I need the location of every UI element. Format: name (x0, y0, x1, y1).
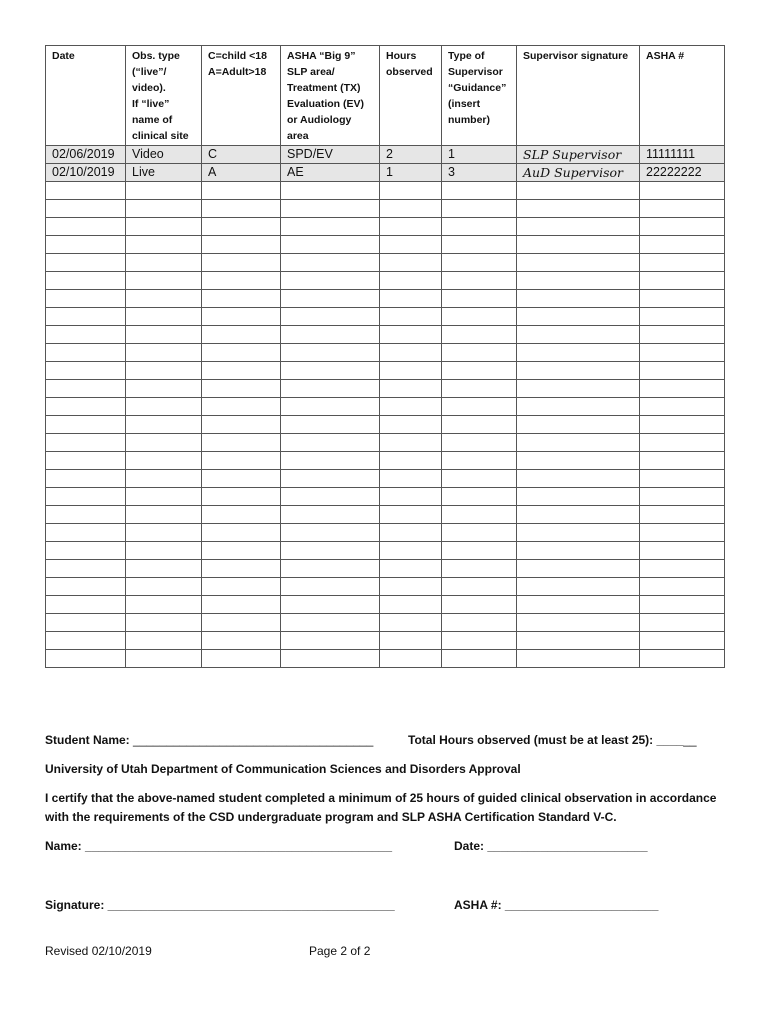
cell-hours-observed[interactable] (380, 254, 442, 272)
cell-guidance-type[interactable] (442, 200, 517, 218)
cell-asha-number[interactable] (640, 632, 725, 650)
cell-obs-type[interactable] (126, 506, 202, 524)
cell-date[interactable] (46, 290, 126, 308)
cell-guidance-type[interactable] (442, 398, 517, 416)
table-row (46, 542, 725, 560)
cell-hours-observed[interactable] (380, 218, 442, 236)
cell-age-group[interactable] (202, 326, 281, 344)
cell-date[interactable] (46, 200, 126, 218)
cell-obs-type[interactable] (126, 254, 202, 272)
cell-obs-type[interactable] (126, 434, 202, 452)
cell-supervisor-signature[interactable] (517, 542, 640, 560)
cell-hours-observed[interactable] (380, 398, 442, 416)
cell-asha-area[interactable] (281, 542, 380, 560)
column-header-hours-observed: Hours observed (380, 46, 442, 146)
cell-date[interactable] (46, 182, 126, 200)
cell-guidance-type[interactable] (442, 524, 517, 542)
cell-guidance-type[interactable] (442, 344, 517, 362)
cell-obs-type[interactable] (126, 308, 202, 326)
cell-supervisor-signature: AuD Supervisor (517, 164, 640, 182)
cell-hours-observed[interactable] (380, 326, 442, 344)
cell-asha-number[interactable] (640, 542, 725, 560)
cell-obs-type[interactable] (126, 488, 202, 506)
cell-guidance-type[interactable] (442, 272, 517, 290)
cell-hours-observed[interactable] (380, 452, 442, 470)
cell-date[interactable] (46, 470, 126, 488)
table-row (46, 236, 725, 254)
table-row (46, 614, 725, 632)
table-row (46, 470, 725, 488)
cell-guidance-type[interactable] (442, 254, 517, 272)
cell-obs-type[interactable] (126, 344, 202, 362)
cell-age-group[interactable] (202, 272, 281, 290)
observation-log-table (45, 45, 725, 668)
cell-date[interactable] (46, 506, 126, 524)
cell-asha-area[interactable] (281, 344, 380, 362)
column-header-guidance-type: Type of Supervisor “Guidance” (insert number) (442, 46, 517, 146)
table-row (46, 218, 725, 236)
table-row (46, 146, 725, 164)
cell-asha-number[interactable] (640, 236, 725, 254)
cell-hours-observed[interactable] (380, 344, 442, 362)
table-row (46, 560, 725, 578)
cell-asha-area[interactable] (281, 236, 380, 254)
cell-asha-area: AE (281, 164, 380, 182)
cell-guidance-type[interactable] (442, 326, 517, 344)
cell-age-group[interactable] (202, 344, 281, 362)
cell-asha-number[interactable] (640, 272, 725, 290)
cell-age-group[interactable] (202, 182, 281, 200)
cell-age-group[interactable] (202, 416, 281, 434)
cell-asha-area[interactable] (281, 434, 380, 452)
cell-hours-observed[interactable] (380, 614, 442, 632)
column-header-supervisor-signature: Supervisor signature (517, 46, 640, 146)
cell-obs-type[interactable] (126, 200, 202, 218)
cell-age-group[interactable] (202, 434, 281, 452)
cell-supervisor-signature[interactable] (517, 254, 640, 272)
department-approval-heading: University of Utah Department of Communication Sciences and Disorders Approval (45, 762, 521, 776)
cell-age-group[interactable] (202, 218, 281, 236)
cell-hours-observed[interactable] (380, 434, 442, 452)
cell-obs-type[interactable] (126, 182, 202, 200)
cell-obs-type[interactable] (126, 650, 202, 668)
cell-age-group[interactable] (202, 236, 281, 254)
cell-date[interactable] (46, 272, 126, 290)
cell-guidance-type[interactable] (442, 290, 517, 308)
cell-date[interactable] (46, 344, 126, 362)
table-row (46, 632, 725, 650)
table-row (46, 524, 725, 542)
cell-asha-area[interactable] (281, 470, 380, 488)
cell-asha-area[interactable] (281, 596, 380, 614)
cell-asha-area[interactable] (281, 632, 380, 650)
cell-supervisor-signature[interactable] (517, 578, 640, 596)
cell-asha-number[interactable] (640, 254, 725, 272)
cell-asha-area[interactable] (281, 362, 380, 380)
total-hours-blank[interactable]: __ (683, 733, 697, 747)
cell-hours-observed[interactable] (380, 470, 442, 488)
cell-supervisor-signature[interactable] (517, 416, 640, 434)
cell-date[interactable] (46, 380, 126, 398)
cell-asha-area: SPD/EV (281, 146, 380, 164)
cell-asha-number[interactable] (640, 380, 725, 398)
cell-hours-observed[interactable] (380, 380, 442, 398)
table-row (46, 398, 725, 416)
cell-guidance-type[interactable] (442, 182, 517, 200)
cell-hours-observed[interactable] (380, 596, 442, 614)
cell-hours-observed[interactable] (380, 488, 442, 506)
cell-date[interactable] (46, 416, 126, 434)
cell-asha-area[interactable] (281, 326, 380, 344)
table-row (46, 290, 725, 308)
approver-signature-field[interactable]: Signature: ___________________________________________ (45, 898, 395, 912)
cell-supervisor-signature[interactable] (517, 308, 640, 326)
cell-age-group[interactable] (202, 308, 281, 326)
cell-guidance-type[interactable] (442, 470, 517, 488)
cell-asha-number: 11111111 (640, 146, 725, 164)
table-row (46, 200, 725, 218)
cell-guidance-type[interactable] (442, 308, 517, 326)
cell-guidance-type[interactable] (442, 560, 517, 578)
cell-obs-type[interactable] (126, 542, 202, 560)
cell-asha-area[interactable] (281, 182, 380, 200)
cell-obs-type[interactable] (126, 614, 202, 632)
cell-age-group[interactable] (202, 254, 281, 272)
cell-supervisor-signature[interactable] (517, 236, 640, 254)
cell-asha-area[interactable] (281, 524, 380, 542)
approval-date-field[interactable]: Date: ________________________ (454, 839, 648, 853)
column-header-age-group: C=child <18 A=Adult>18 (202, 46, 281, 146)
cell-hours-observed[interactable] (380, 632, 442, 650)
cell-date[interactable] (46, 326, 126, 344)
cell-age-group: C (202, 146, 281, 164)
cell-guidance-type[interactable] (442, 362, 517, 380)
cell-obs-type[interactable] (126, 416, 202, 434)
cell-asha-number: 22222222 (640, 164, 725, 182)
cell-asha-number[interactable] (640, 560, 725, 578)
cell-date[interactable] (46, 578, 126, 596)
table-row (46, 416, 725, 434)
cell-date[interactable] (46, 650, 126, 668)
cell-supervisor-signature[interactable] (517, 434, 640, 452)
cell-asha-number[interactable] (640, 596, 725, 614)
student-name-blank[interactable]: ____________________________________ (129, 733, 374, 747)
cell-hours-observed[interactable] (380, 236, 442, 254)
cell-supervisor-signature[interactable] (517, 290, 640, 308)
cell-supervisor-signature[interactable] (517, 326, 640, 344)
cell-asha-area[interactable] (281, 488, 380, 506)
cell-age-group[interactable] (202, 614, 281, 632)
cell-age-group[interactable] (202, 560, 281, 578)
cell-asha-number[interactable] (640, 470, 725, 488)
cell-age-group[interactable] (202, 542, 281, 560)
cell-date[interactable] (46, 218, 126, 236)
cell-date[interactable] (46, 542, 126, 560)
table-row (46, 596, 725, 614)
cell-obs-type: Video (126, 146, 202, 164)
cell-hours-observed: 1 (380, 164, 442, 182)
cell-asha-area[interactable] (281, 560, 380, 578)
certification-text-line-2: with the requirements of the CSD undergraduate program and SLP ASHA Certification Standard V-C. (45, 810, 617, 824)
cell-guidance-type[interactable] (442, 434, 517, 452)
cell-asha-number[interactable] (640, 434, 725, 452)
cell-asha-number[interactable] (640, 326, 725, 344)
cell-hours-observed[interactable] (380, 560, 442, 578)
cell-obs-type[interactable] (126, 524, 202, 542)
cell-asha-area[interactable] (281, 398, 380, 416)
cell-asha-area[interactable] (281, 290, 380, 308)
cell-hours-observed[interactable] (380, 650, 442, 668)
cell-obs-type[interactable] (126, 398, 202, 416)
cell-asha-area[interactable] (281, 380, 380, 398)
table-body (46, 146, 725, 668)
cell-asha-number[interactable] (640, 524, 725, 542)
cell-obs-type[interactable] (126, 218, 202, 236)
column-header-asha-number: ASHA # (640, 46, 725, 146)
table-row (46, 164, 725, 182)
cell-asha-area[interactable] (281, 308, 380, 326)
cell-asha-number[interactable] (640, 452, 725, 470)
table-row (46, 308, 725, 326)
cell-guidance-type[interactable] (442, 650, 517, 668)
table-row (46, 182, 725, 200)
cell-obs-type[interactable] (126, 596, 202, 614)
cell-date[interactable] (46, 632, 126, 650)
cell-obs-type[interactable] (126, 380, 202, 398)
cell-asha-area[interactable] (281, 416, 380, 434)
table-row (46, 434, 725, 452)
cell-asha-number[interactable] (640, 290, 725, 308)
approver-asha-field[interactable]: ASHA #: _______________________ (454, 898, 659, 912)
column-header-asha-area: ASHA “Big 9” SLP area/ Treatment (TX) Evaluation (EV) or Audiology area (281, 46, 380, 146)
table-row (46, 344, 725, 362)
cell-age-group: A (202, 164, 281, 182)
cell-asha-number[interactable] (640, 182, 725, 200)
cell-supervisor-signature[interactable] (517, 560, 640, 578)
cell-hours-observed[interactable] (380, 290, 442, 308)
cell-date[interactable] (46, 434, 126, 452)
cell-hours-observed[interactable] (380, 200, 442, 218)
cell-supervisor-signature[interactable] (517, 398, 640, 416)
cell-obs-type[interactable] (126, 272, 202, 290)
cell-guidance-type: 3 (442, 164, 517, 182)
table-header-row (46, 46, 725, 146)
cell-asha-area[interactable] (281, 218, 380, 236)
table-row (46, 452, 725, 470)
cell-guidance-type[interactable] (442, 578, 517, 596)
cell-date[interactable] (46, 452, 126, 470)
cell-asha-area[interactable] (281, 650, 380, 668)
cell-asha-number[interactable] (640, 344, 725, 362)
cell-obs-type[interactable] (126, 290, 202, 308)
cell-obs-type[interactable] (126, 236, 202, 254)
cell-asha-area[interactable] (281, 614, 380, 632)
cell-age-group[interactable] (202, 398, 281, 416)
cell-guidance-type[interactable] (442, 596, 517, 614)
cell-age-group[interactable] (202, 632, 281, 650)
cell-date[interactable] (46, 560, 126, 578)
cell-hours-observed[interactable] (380, 524, 442, 542)
cell-guidance-type: 1 (442, 146, 517, 164)
cell-hours-observed[interactable] (380, 578, 442, 596)
cell-obs-type[interactable] (126, 578, 202, 596)
cell-asha-area[interactable] (281, 200, 380, 218)
cell-age-group[interactable] (202, 452, 281, 470)
cell-supervisor-signature[interactable] (517, 614, 640, 632)
cell-age-group[interactable] (202, 290, 281, 308)
cell-asha-area[interactable] (281, 578, 380, 596)
cell-supervisor-signature[interactable] (517, 272, 640, 290)
cell-date: 02/06/2019 (46, 146, 126, 164)
cell-guidance-type[interactable] (442, 218, 517, 236)
cell-hours-observed[interactable] (380, 272, 442, 290)
cell-supervisor-signature[interactable] (517, 470, 640, 488)
cell-age-group[interactable] (202, 596, 281, 614)
cell-asha-number[interactable] (640, 488, 725, 506)
cell-date: 02/10/2019 (46, 164, 126, 182)
table-row (46, 362, 725, 380)
table-row (46, 650, 725, 668)
cell-hours-observed[interactable] (380, 362, 442, 380)
student-name-label: Student Name: (45, 733, 130, 747)
cell-obs-type[interactable] (126, 560, 202, 578)
cell-supervisor-signature[interactable] (517, 200, 640, 218)
cell-supervisor-signature[interactable] (517, 632, 640, 650)
cell-supervisor-signature[interactable] (517, 362, 640, 380)
cell-obs-type[interactable] (126, 632, 202, 650)
cell-age-group[interactable] (202, 524, 281, 542)
cell-supervisor-signature[interactable] (517, 488, 640, 506)
cell-guidance-type[interactable] (442, 506, 517, 524)
cell-guidance-type[interactable] (442, 416, 517, 434)
cell-asha-number[interactable] (640, 578, 725, 596)
cell-hours-observed[interactable] (380, 308, 442, 326)
cell-obs-type[interactable] (126, 470, 202, 488)
table-row (46, 254, 725, 272)
column-header-obs-type: Obs. type (“live”/ video). If “live” name of clinical site (126, 46, 202, 146)
cell-supervisor-signature[interactable] (517, 650, 640, 668)
table-row (46, 488, 725, 506)
cell-hours-observed[interactable] (380, 542, 442, 560)
cell-supervisor-signature[interactable] (517, 506, 640, 524)
cell-date[interactable] (46, 308, 126, 326)
cell-supervisor-signature[interactable] (517, 596, 640, 614)
cell-guidance-type[interactable] (442, 452, 517, 470)
cell-obs-type: Live (126, 164, 202, 182)
cell-supervisor-signature: SLP Supervisor (517, 146, 640, 164)
cell-hours-observed[interactable] (380, 506, 442, 524)
cell-supervisor-signature[interactable] (517, 452, 640, 470)
cell-asha-number[interactable] (640, 218, 725, 236)
cell-age-group[interactable] (202, 506, 281, 524)
total-hours-line[interactable] (408, 733, 697, 747)
cell-age-group[interactable] (202, 380, 281, 398)
total-hours-label: Total Hours observed (must be at least 25): ____ (408, 733, 684, 747)
cell-date[interactable] (46, 524, 126, 542)
cell-date[interactable] (46, 488, 126, 506)
cell-asha-number[interactable] (640, 416, 725, 434)
cell-guidance-type[interactable] (442, 488, 517, 506)
cell-asha-area[interactable] (281, 452, 380, 470)
certification-text-line-1: I certify that the above-named student completed a minimum of 25 hours of guided clinical observation in accordance (45, 791, 717, 805)
cell-age-group[interactable] (202, 200, 281, 218)
student-name-line[interactable] (45, 733, 373, 747)
cell-asha-number[interactable] (640, 506, 725, 524)
table-row (46, 380, 725, 398)
cell-age-group[interactable] (202, 488, 281, 506)
revision-date: Revised 02/10/2019 (45, 944, 152, 958)
cell-age-group[interactable] (202, 650, 281, 668)
cell-asha-number[interactable] (640, 614, 725, 632)
cell-asha-area[interactable] (281, 254, 380, 272)
cell-guidance-type[interactable] (442, 542, 517, 560)
cell-age-group[interactable] (202, 362, 281, 380)
cell-date[interactable] (46, 254, 126, 272)
cell-supervisor-signature[interactable] (517, 524, 640, 542)
cell-age-group[interactable] (202, 578, 281, 596)
table-row (46, 578, 725, 596)
cell-supervisor-signature[interactable] (517, 218, 640, 236)
cell-asha-number[interactable] (640, 398, 725, 416)
cell-hours-observed[interactable] (380, 416, 442, 434)
cell-date[interactable] (46, 596, 126, 614)
cell-guidance-type[interactable] (442, 236, 517, 254)
cell-asha-number[interactable] (640, 650, 725, 668)
cell-obs-type[interactable] (126, 326, 202, 344)
cell-obs-type[interactable] (126, 452, 202, 470)
cell-supervisor-signature[interactable] (517, 344, 640, 362)
cell-date[interactable] (46, 398, 126, 416)
cell-hours-observed[interactable] (380, 182, 442, 200)
cell-asha-number[interactable] (640, 200, 725, 218)
cell-asha-number[interactable] (640, 308, 725, 326)
cell-supervisor-signature[interactable] (517, 380, 640, 398)
page-number: Page 2 of 2 (309, 944, 371, 958)
cell-date[interactable] (46, 236, 126, 254)
cell-guidance-type[interactable] (442, 380, 517, 398)
table-row (46, 272, 725, 290)
column-header-date: Date (46, 46, 126, 146)
cell-obs-type[interactable] (126, 362, 202, 380)
cell-supervisor-signature[interactable] (517, 182, 640, 200)
cell-asha-area[interactable] (281, 272, 380, 290)
table-row (46, 326, 725, 344)
cell-guidance-type[interactable] (442, 632, 517, 650)
cell-hours-observed: 2 (380, 146, 442, 164)
cell-guidance-type[interactable] (442, 614, 517, 632)
cell-asha-number[interactable] (640, 362, 725, 380)
table-row (46, 506, 725, 524)
cell-date[interactable] (46, 362, 126, 380)
cell-age-group[interactable] (202, 470, 281, 488)
approver-name-field[interactable]: Name: ______________________________________________ (45, 839, 393, 853)
cell-asha-area[interactable] (281, 506, 380, 524)
cell-date[interactable] (46, 614, 126, 632)
